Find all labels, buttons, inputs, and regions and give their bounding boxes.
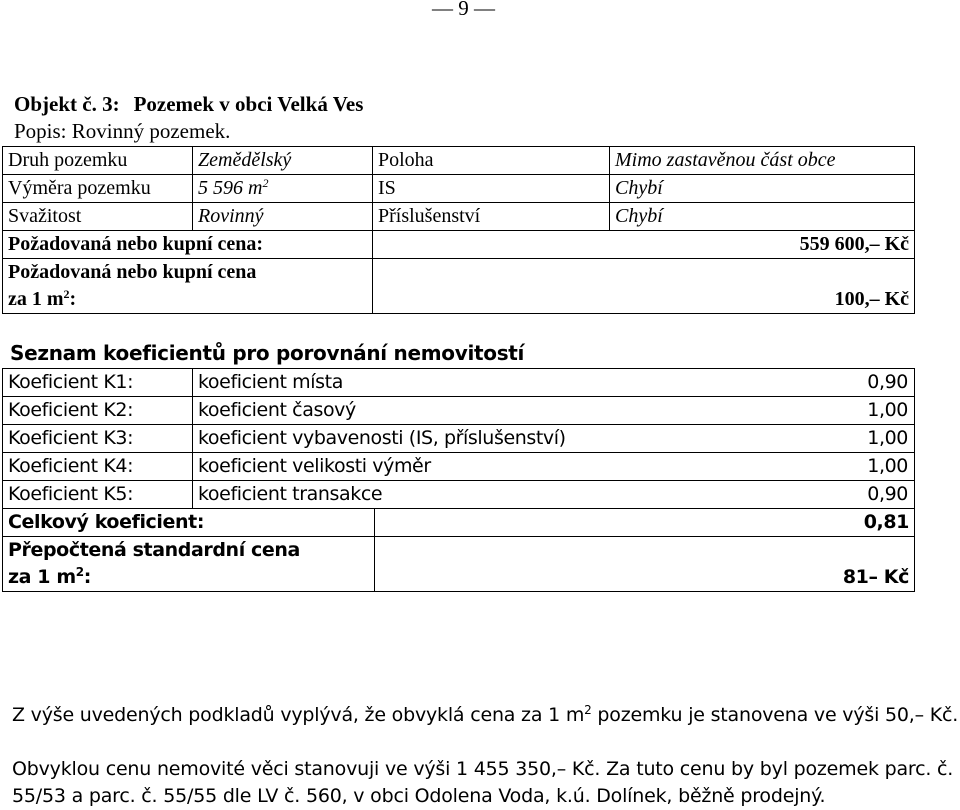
coef-name: Koeficient K5: xyxy=(3,481,193,509)
price-per-m2-label-line2: za 1 m xyxy=(8,288,64,310)
coef-name: Koeficient K4: xyxy=(3,453,193,481)
object-heading xyxy=(14,92,363,117)
table-cell: Poloha xyxy=(373,147,610,175)
area-value: 5 596 m xyxy=(198,177,263,199)
price-value: 559 600,– Kč xyxy=(373,231,915,259)
total-coef-label: Celkový koeficient: xyxy=(3,509,375,537)
table-cell: Mimo zastavěnou část obce xyxy=(610,147,915,175)
table-cell: Rovinný xyxy=(193,203,373,231)
coef-desc: koeficient časový xyxy=(198,399,356,421)
table-row xyxy=(3,175,915,203)
table-row xyxy=(3,203,915,231)
price-per-m2-label xyxy=(3,259,373,314)
price-per-m2-value: 100,– Kč xyxy=(373,259,915,314)
table-row xyxy=(3,231,915,259)
table-cell: Příslušenství xyxy=(373,203,610,231)
coef-desc-value xyxy=(193,369,915,397)
conclusion-paragraph-2: Obvyklou cenu nemovité věci stanovuji ve výši 1 455 350,– Kč. Za tuto cenu by byl pozemek parc. č. 55/53 a parc. č. 55/55 dle LV č. 560, v obci Odolena Voda, k.ú. Dolínek, běžně prodejný. xyxy=(12,758,954,807)
conclusion-text: Z výše uvedených podkladů vyplývá, že obvyklá cena za 1 m xyxy=(12,704,585,726)
coef-name: Koeficient K2: xyxy=(3,397,193,425)
conclusion-text: pozemku je stanovena ve výši 50,– Kč. xyxy=(591,704,959,726)
total-coef-value: 0,81 xyxy=(375,509,915,537)
price-label: Požadovaná nebo kupní cena: xyxy=(3,231,373,259)
conclusion-sup: 2 xyxy=(584,703,592,717)
coef-name: Koeficient K1: xyxy=(3,369,193,397)
conclusion-paragraph-1 xyxy=(12,702,960,729)
table-row xyxy=(3,425,915,453)
coefficients-table xyxy=(2,368,915,592)
object-title: Pozemek v obci Velká Ves xyxy=(133,92,364,116)
table-row xyxy=(3,537,915,592)
coef-value: 1,00 xyxy=(867,455,908,477)
coef-desc: koeficient místa xyxy=(198,371,343,393)
table-cell: Druh pozemku xyxy=(3,147,193,175)
coef-value: 1,00 xyxy=(867,427,908,449)
table-cell: Svažitost xyxy=(3,203,193,231)
coef-desc-value xyxy=(193,453,915,481)
table-row xyxy=(3,509,915,537)
table-row xyxy=(3,481,915,509)
std-price-label-line2: za 1 m xyxy=(8,566,76,588)
table-cell: IS xyxy=(373,175,610,203)
std-price-label-line1: Přepočtená standardní cena xyxy=(8,539,300,561)
coef-desc-value xyxy=(193,481,915,509)
area-unit-sup: 2 xyxy=(262,176,269,190)
std-price-sup: 2 xyxy=(75,565,84,579)
price-per-m2-sup: 2 xyxy=(63,287,70,301)
table-row xyxy=(3,147,915,175)
table-row xyxy=(3,369,915,397)
std-price-value: 81– Kč xyxy=(375,537,915,592)
coef-value: 0,90 xyxy=(867,483,908,505)
table-row xyxy=(3,259,915,314)
object-label: Objekt č. 3: xyxy=(14,92,120,116)
property-table xyxy=(2,146,915,314)
table-row xyxy=(3,397,915,425)
price-per-m2-suffix: : xyxy=(69,288,77,310)
coef-desc-value xyxy=(193,425,915,453)
coef-desc-value xyxy=(193,397,915,425)
coef-desc: koeficient velikosti výměr xyxy=(198,455,431,477)
table-row xyxy=(3,453,915,481)
coef-value: 1,00 xyxy=(867,399,908,421)
std-price-label xyxy=(3,537,375,592)
table-cell: Zemědělský xyxy=(193,147,373,175)
coef-name: Koeficient K3: xyxy=(3,425,193,453)
table-cell: Výměra pozemku xyxy=(3,175,193,203)
coefficients-title: Seznam koeficientů pro porovnání nemovitostí xyxy=(10,341,525,365)
page-number: — 9 — xyxy=(432,0,495,20)
coef-value: 0,90 xyxy=(867,371,908,393)
table-cell: Chybí xyxy=(610,203,915,231)
table-cell xyxy=(193,175,373,203)
table-cell: Chybí xyxy=(610,175,915,203)
price-per-m2-label-line1: Požadovaná nebo kupní cena xyxy=(8,261,257,283)
coef-desc: koeficient vybavenosti (IS, příslušenství) xyxy=(198,427,566,449)
coef-desc: koeficient transakce xyxy=(198,483,383,505)
std-price-suffix: : xyxy=(83,566,91,588)
object-description: Popis: Rovinný pozemek. xyxy=(14,119,231,143)
